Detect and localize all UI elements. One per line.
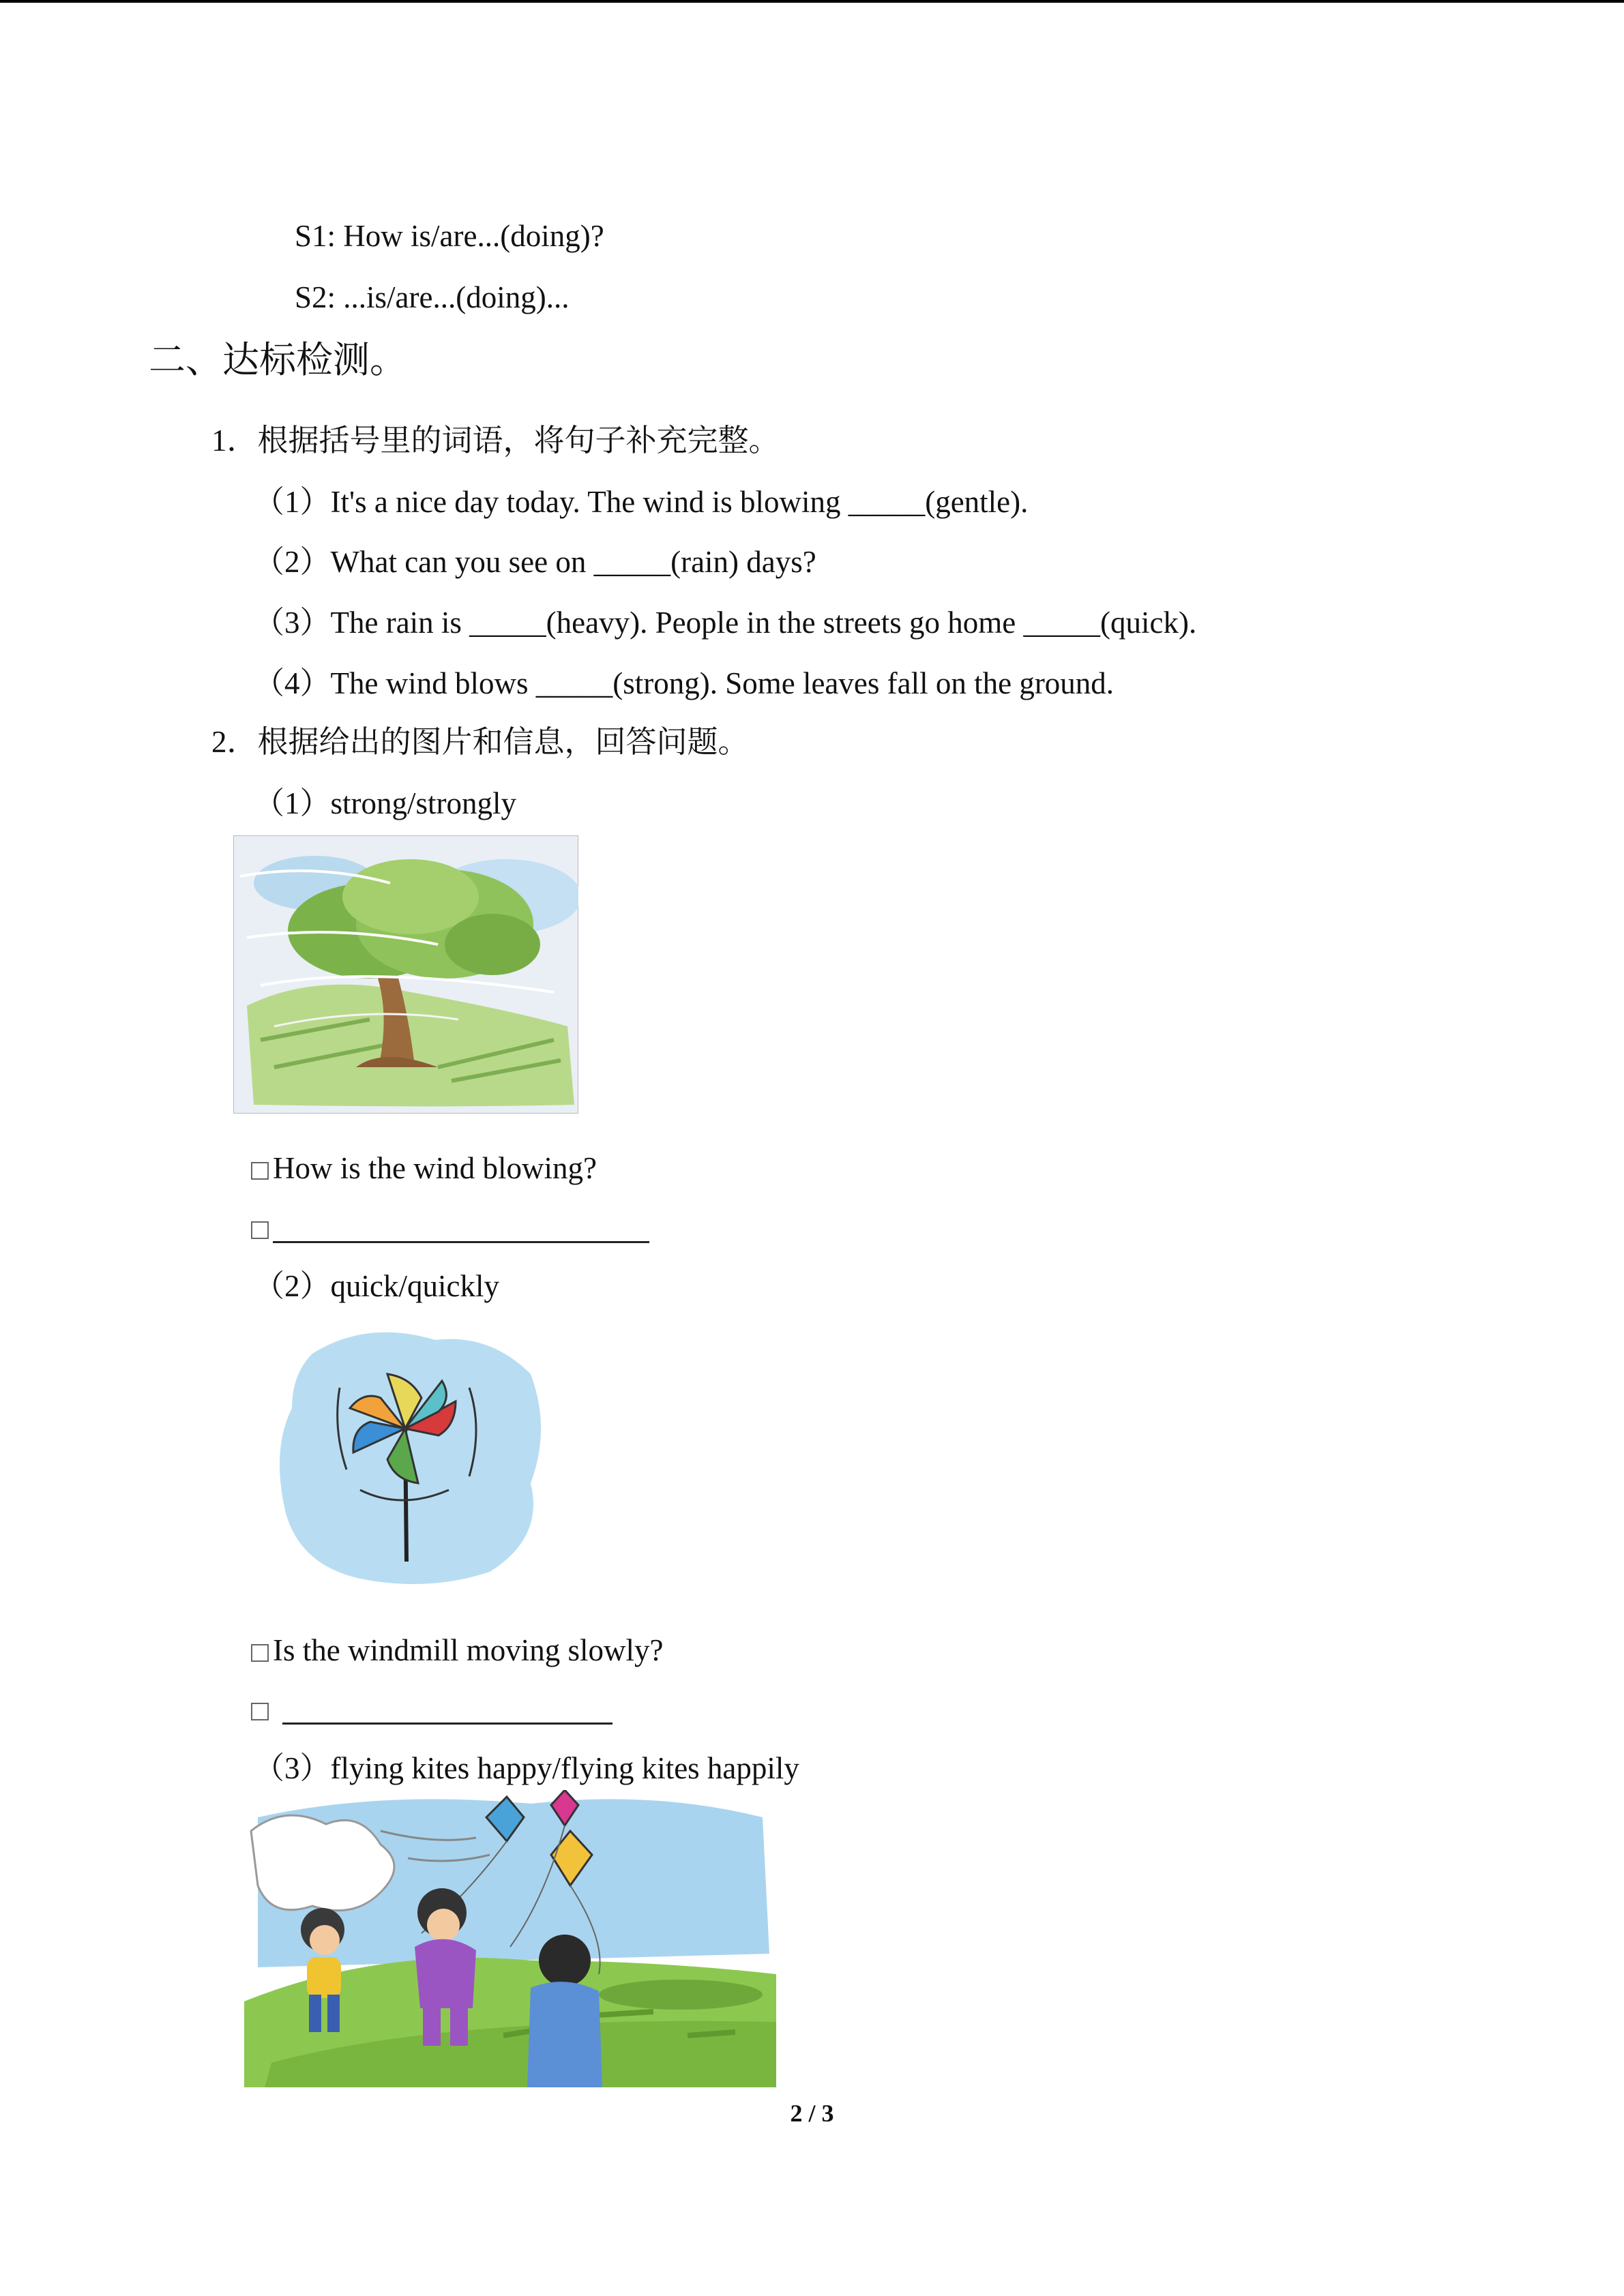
pinwheel-picture — [271, 1313, 552, 1594]
q2-sub3-label: （3）flying kites happy/flying kites happily — [254, 1751, 799, 1785]
q2-heading: 2．根据给出的图片和信息，回答问题。 — [211, 725, 749, 759]
q1-item-4: （4）The wind blows _____(strong). Some leaves fall on the ground. — [254, 666, 1114, 700]
q1-item-1: （1）It's a nice day today. The wind is blowing _____(gentle). — [254, 485, 1029, 519]
q1-item-2: （2）What can you see on _____(rain) days? — [254, 545, 816, 579]
dialogue-line-s2: S2: ...is/are...(doing)... — [295, 280, 570, 314]
q2-sub2-question-row — [251, 1631, 663, 1669]
section-title: 二、达标检测。 — [149, 340, 407, 381]
q2-sub1-question-row — [251, 1149, 597, 1187]
q2-sub2-question: Is the windmill moving slowly? — [273, 1633, 664, 1667]
q2-sub1-label: （1）strong/strongly — [254, 786, 517, 820]
page-top-border — [0, 0, 1624, 3]
checkbox-icon — [251, 1162, 269, 1180]
checkbox-icon — [251, 1703, 269, 1720]
dialogue-line-s1: S1: How is/are...(doing)? — [295, 219, 604, 253]
q2-sub2-answer-line[interactable] — [282, 1698, 612, 1725]
q2-sub2-label: （2）quick/quickly — [254, 1269, 499, 1303]
q2-sub1-question: How is the wind blowing? — [273, 1151, 597, 1185]
q1-heading: 1．根据括号里的词语，将句子补充完整。 — [211, 423, 780, 458]
q1-item-3: （3）The rain is _____(heavy). People in the streets go home _____(quick). — [254, 606, 1197, 640]
q2-sub1-answer-row — [251, 1208, 649, 1247]
tree-wind-picture — [233, 835, 578, 1114]
page-number: 2 / 3 — [790, 2100, 834, 2127]
kites-picture — [244, 1790, 780, 2087]
q2-sub2-answer-row — [251, 1690, 612, 1728]
checkbox-icon — [251, 1644, 269, 1662]
checkbox-icon — [251, 1221, 269, 1239]
q2-sub1-answer-line[interactable] — [273, 1217, 649, 1243]
